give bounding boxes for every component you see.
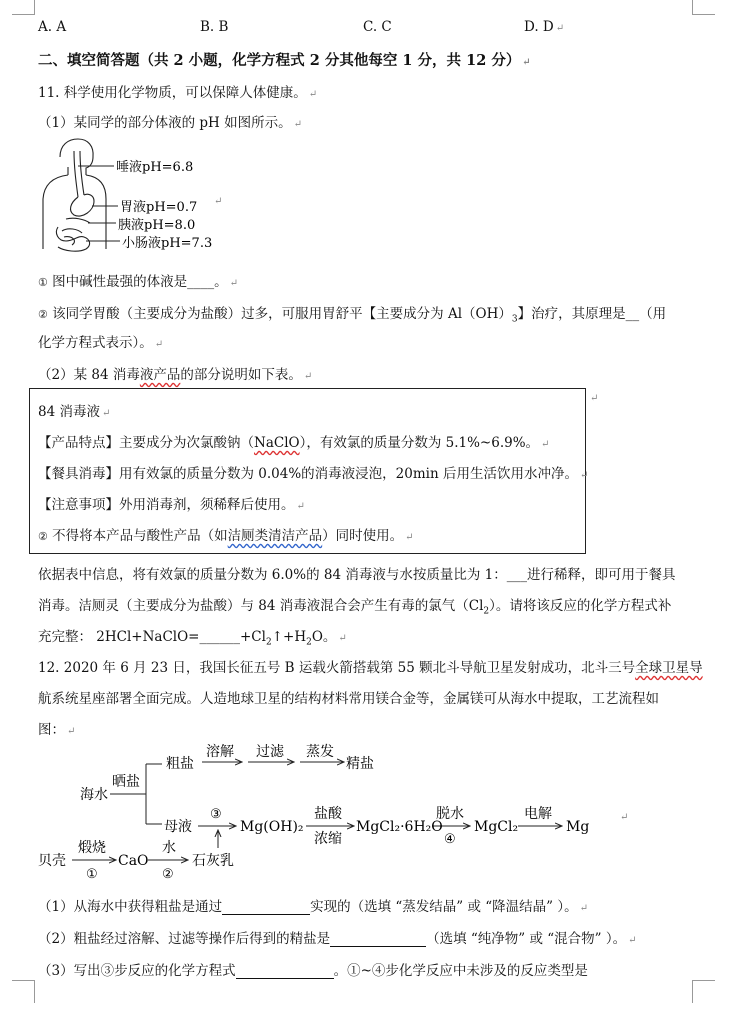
flow-mgcl2-hydrate: MgCl₂·6H₂O (356, 819, 443, 835)
box-return-mark: ↵ (590, 393, 599, 404)
flow-concentrate: 浓缩 (314, 831, 342, 847)
q12-sub1: （1）从海水中获得粗盐是通过 实现的（选填 “蒸发结晶” 或 “降温结晶” ）。 ↵ (38, 899, 589, 915)
label-saliva: 唾液pH=6.8 (116, 160, 194, 175)
box-line3: 【注意事项】外用消毒剂，须稀释后使用。 ↵ (38, 497, 305, 513)
crop-mark-top-right (692, 0, 715, 15)
flow-mg: Mg (566, 819, 590, 835)
flow-limewater: 石灰乳 (192, 853, 234, 869)
body-ph-figure (38, 137, 238, 259)
option-c: C. C (363, 19, 392, 35)
flow-shell: 贝壳 (38, 853, 66, 869)
option-b: B. B (200, 19, 229, 35)
label-pancreatic: 胰液pH=8.0 (118, 218, 196, 233)
flow-mother-liquor: 母液 (164, 819, 192, 835)
flow-evaporate: 蒸发 (306, 744, 334, 760)
label-intestinal: 小肠液pH=7.3 (122, 236, 213, 251)
q11-sub2: ② 该同学胃酸（主要成分为盐酸）过多，可服用胃舒平【主要成分为 $Al(OH)_3$】治疗，其原理是__（用 (38, 306, 667, 325)
section-title: 二、填空简答题（共 2 小题，化学方程式 2 分其他每空 1 分，共 12 分） ↵ (38, 52, 531, 69)
q11-part1: （1）某同学的部分体液的 pH 如图所示。 ↵ (38, 115, 302, 131)
flow-refined-salt: 精盐 (346, 756, 374, 772)
crop-mark-top-left (12, 0, 35, 15)
flow-step4: ④ (444, 832, 456, 847)
q12-sub2: （2）粗盐经过溶解、过滤等操作后得到的精盐是 （选填 “纯净物” 或 “混合物” ）。 ↵ (38, 931, 637, 947)
process-flow-diagram (38, 742, 638, 882)
flow-step3: ③ (210, 807, 222, 822)
box-line1: 【产品特点】主要成分为次氯酸钠（NaClO），有效氯的质量分数为 5.1%~6.9%。 ↵ (38, 435, 550, 451)
flow-dissolve: 溶解 (206, 744, 234, 760)
flow-saltpan: 晒盐 (112, 774, 140, 790)
flow-filter: 过滤 (256, 744, 284, 760)
q11-after2: 消毒。洁厕灵（主要成分为盐酸）与 84 消毒液混合会产生有毒的氯气$(Cl_2)$。请将该反应的化学方程式补 (38, 598, 672, 617)
flow-step1: ① (86, 867, 98, 882)
q12-line3: 图： ↵ (38, 722, 76, 738)
flow-mgcl2: MgCl₂ (474, 819, 519, 835)
figure-return-mark: ↵ (214, 196, 223, 207)
flow-calcine: 煅烧 (78, 840, 106, 856)
q11-sub2-cont: 化学方程式表示）。 ↵ (38, 335, 164, 351)
flow-water: 水 (162, 840, 176, 856)
q12-line2: 航系统星座部署全面完成。人造地球卫星的结构材料常用镁合金等，金属镁可从海水中提取，工艺流程如 (38, 691, 659, 707)
q12-sub3: （3）写出③步反应的化学方程式 。①~④步化学反应中未涉及的反应类型是 (38, 963, 588, 979)
box-line4: ② 不得将本产品与酸性产品（如洁厕类清洁产品）同时使用。 ↵ (38, 528, 414, 544)
flow-crude-salt: 粗盐 (166, 756, 194, 772)
option-d: D. D ↵ (524, 19, 565, 35)
q11-part2: （2）某 84 消毒液产品的部分说明如下表。 ↵ (38, 367, 313, 383)
flow-electrolysis: 电解 (524, 806, 552, 822)
crop-mark-bottom-left (12, 980, 35, 1003)
flow-cao: CaO (118, 853, 149, 869)
flow-dehydrate: 脱水 (436, 806, 464, 822)
flow-mgoh2: Mg(OH)₂ (240, 819, 304, 835)
box-line2: 【餐具消毒】用有效氯的质量分数为 0.04%的消毒液浸泡，20min 后用生活饮用水冲净。 ↵ (38, 466, 589, 482)
flow-return-mark: ↵ (620, 812, 629, 823)
box-title: 84 消毒液 ↵ (38, 404, 111, 420)
label-gastric: 胃液pH=0.7 (120, 200, 198, 215)
flow-hcl: 盐酸 (314, 806, 342, 822)
q11-after3: 充完整： $2HCl+NaClO=\_\_\_\_\_\_+Cl_2↑+H_2O$。 ↵ (38, 629, 347, 648)
flow-step2: ② (162, 867, 174, 882)
q11-after1: 依据表中信息，将有效氯的质量分数为 6.0%的 84 消毒液与水按质量比为 1：___进行稀释，即可用于餐具 (38, 567, 676, 583)
crop-mark-bottom-right (692, 980, 715, 1003)
q12-line1: 12. 2020 年 6 月 23 日，我国长征五号 B 运载火箭搭载第 55 颗北斗导航卫星发射成功，北斗三号全球卫星导 (38, 660, 703, 676)
q11-stem: 11. 科学使用化学物质，可以保障人体健康。 ↵ (38, 85, 318, 101)
flow-seawater: 海水 (80, 787, 108, 803)
q11-sub1: ① 图中碱性最强的体液是____。 ↵ (38, 274, 239, 290)
option-a: A. A (38, 19, 67, 35)
